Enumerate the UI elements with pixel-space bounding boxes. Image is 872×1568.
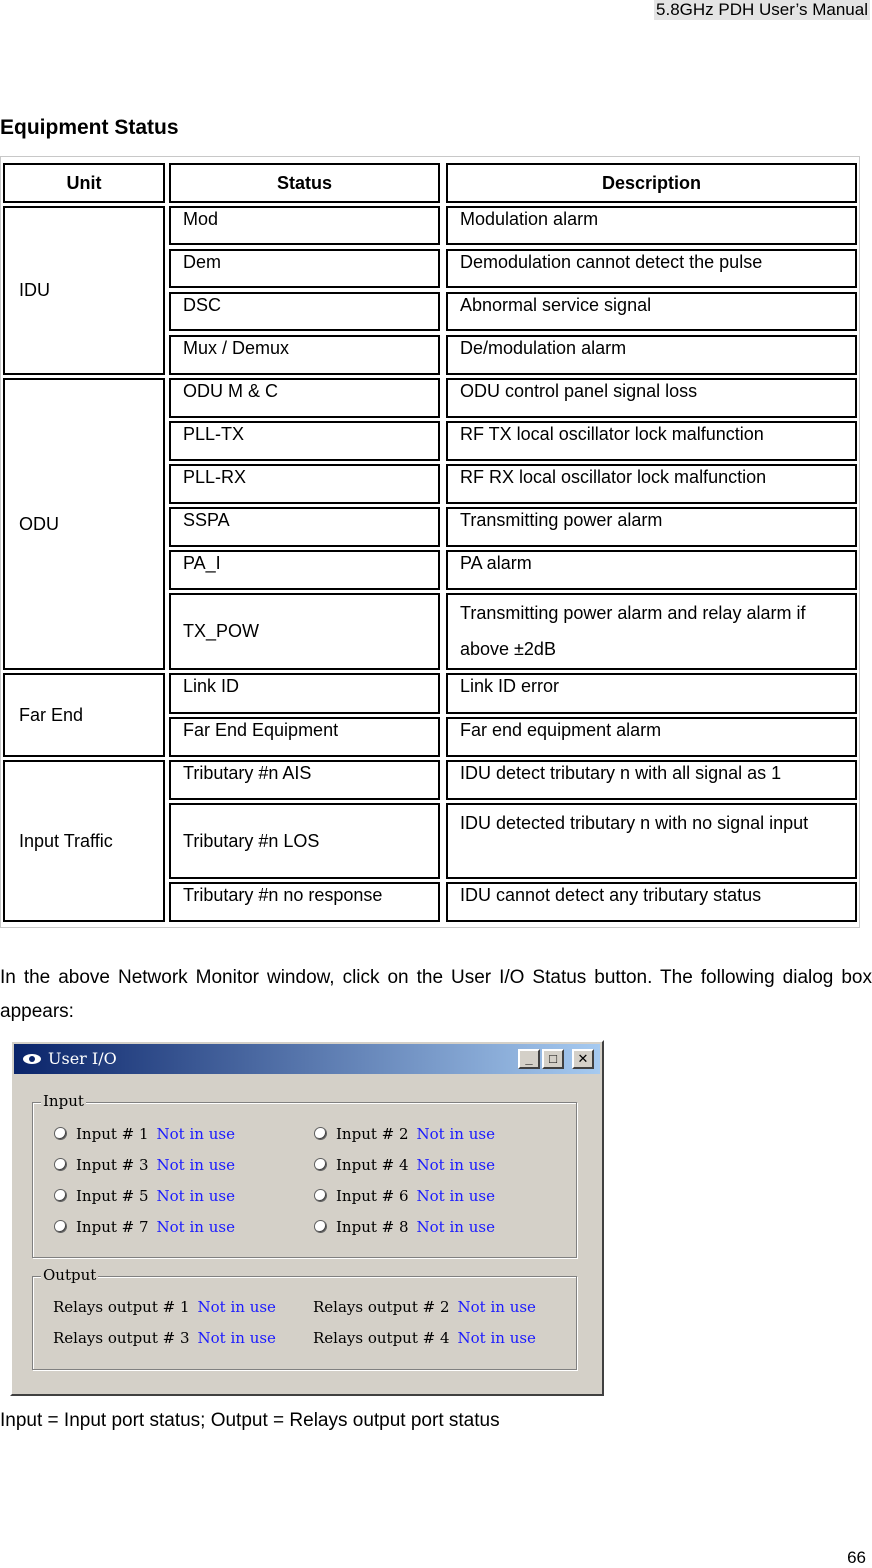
close-button[interactable]: ✕ <box>572 1049 594 1069</box>
section-title: Equipment Status <box>0 116 179 139</box>
input-item <box>54 1125 235 1143</box>
status-cell: TX_POW <box>169 593 440 670</box>
description-cell: ODU control panel signal loss <box>446 378 857 418</box>
caption: Input = Input port status; Output = Relays output port status <box>0 1410 500 1431</box>
description-cell: RF RX local oscillator lock malfunction <box>446 464 857 504</box>
input-item <box>54 1156 235 1174</box>
input-status: Not in use <box>156 1218 235 1236</box>
radio-indicator-icon <box>54 1189 67 1202</box>
output-status: Not in use <box>457 1329 536 1347</box>
input-item <box>54 1218 235 1236</box>
output-item <box>53 1298 276 1316</box>
input-label: Input # 5 <box>76 1187 149 1205</box>
input-item <box>314 1125 495 1143</box>
output-status: Not in use <box>197 1329 276 1347</box>
input-item <box>54 1187 235 1205</box>
unit-cell-odu: ODU <box>3 378 165 670</box>
unit-cell-idu: IDU <box>3 206 165 375</box>
description-cell: Link ID error <box>446 673 857 714</box>
output-label: Relays output # 2 <box>313 1298 450 1316</box>
description-cell: De/modulation alarm <box>446 335 857 375</box>
minimize-button[interactable]: _ <box>518 1049 540 1069</box>
unit-cell-far-end: Far End <box>3 673 165 757</box>
description-cell: Abnormal service signal <box>446 292 857 331</box>
input-status: Not in use <box>416 1187 495 1205</box>
input-item <box>314 1187 495 1205</box>
output-label: Relays output # 3 <box>53 1329 190 1347</box>
status-cell: PA_I <box>169 550 440 590</box>
input-item <box>314 1218 495 1236</box>
user-io-dialog <box>10 1040 604 1396</box>
status-cell: Far End Equipment <box>169 717 440 757</box>
input-status: Not in use <box>416 1218 495 1236</box>
input-label: Input # 6 <box>336 1187 409 1205</box>
input-label: Input # 3 <box>76 1156 149 1174</box>
status-cell: PLL-RX <box>169 464 440 504</box>
output-status: Not in use <box>197 1298 276 1316</box>
app-eye-icon <box>22 1053 42 1065</box>
status-cell: ODU M & C <box>169 378 440 418</box>
output-label: Relays output # 4 <box>313 1329 450 1347</box>
input-label: Input # 7 <box>76 1218 149 1236</box>
radio-indicator-icon <box>314 1127 327 1140</box>
input-group-label: Input <box>43 1092 84 1110</box>
page-header: 5.8GHz PDH User’s Manual <box>656 0 868 19</box>
status-cell: DSC <box>169 292 440 331</box>
unit-cell-input-traffic: Input Traffic <box>3 760 165 922</box>
output-item <box>313 1298 536 1316</box>
radio-indicator-icon <box>314 1220 327 1233</box>
input-label: Input # 4 <box>336 1156 409 1174</box>
description-cell: Transmitting power alarm <box>446 507 857 547</box>
status-cell: Tributary #n LOS <box>169 803 440 879</box>
table-header-status: Status <box>169 163 440 203</box>
input-status: Not in use <box>416 1156 495 1174</box>
description-cell: Modulation alarm <box>446 206 857 245</box>
output-group-label: Output <box>43 1266 97 1284</box>
description-cell: Far end equipment alarm <box>446 717 857 757</box>
status-cell: Dem <box>169 249 440 288</box>
dialog-title: User I/O <box>48 1049 117 1068</box>
radio-indicator-icon <box>54 1127 67 1140</box>
description-cell: RF TX local oscillator lock malfunction <box>446 421 857 461</box>
input-status: Not in use <box>156 1156 235 1174</box>
status-cell: Tributary #n no response <box>169 882 440 922</box>
input-status: Not in use <box>156 1187 235 1205</box>
description-cell: IDU cannot detect any tributary status <box>446 882 857 922</box>
output-label: Relays output # 1 <box>53 1298 190 1316</box>
description-cell: PA alarm <box>446 550 857 590</box>
radio-indicator-icon <box>54 1158 67 1171</box>
radio-indicator-icon <box>314 1189 327 1202</box>
status-cell: Tributary #n AIS <box>169 760 440 800</box>
description-cell: Demodulation cannot detect the pulse <box>446 249 857 288</box>
output-item <box>313 1329 536 1347</box>
intro-paragraph: In the above Network Monitor window, click on the User I/O Status button. The following dialog box appears: <box>0 967 872 1022</box>
input-status: Not in use <box>416 1125 495 1143</box>
input-item <box>314 1156 495 1174</box>
status-cell: Mux / Demux <box>169 335 440 375</box>
description-cell: Transmitting power alarm and relay alarm if above ±2dB <box>446 593 857 670</box>
radio-indicator-icon <box>54 1220 67 1233</box>
description-cell: IDU detect tributary n with all signal as 1 <box>446 760 857 800</box>
dialog-titlebar[interactable] <box>14 1044 600 1074</box>
description-cell: IDU detected tributary n with no signal input <box>446 803 857 879</box>
output-status: Not in use <box>457 1298 536 1316</box>
page-number: 66 <box>847 1548 866 1567</box>
output-item <box>53 1329 276 1347</box>
input-label: Input # 2 <box>336 1125 409 1143</box>
status-cell: SSPA <box>169 507 440 547</box>
input-label: Input # 1 <box>76 1125 149 1143</box>
maximize-button[interactable]: □ <box>542 1049 564 1069</box>
input-label: Input # 8 <box>336 1218 409 1236</box>
status-cell: PLL-TX <box>169 421 440 461</box>
table-header-description: Description <box>446 163 857 203</box>
status-cell: Link ID <box>169 673 440 714</box>
table-header-unit: Unit <box>3 163 165 203</box>
input-groupbox <box>32 1092 577 1258</box>
output-groupbox <box>32 1266 577 1370</box>
radio-indicator-icon <box>314 1158 327 1171</box>
input-status: Not in use <box>156 1125 235 1143</box>
status-cell: Mod <box>169 206 440 245</box>
